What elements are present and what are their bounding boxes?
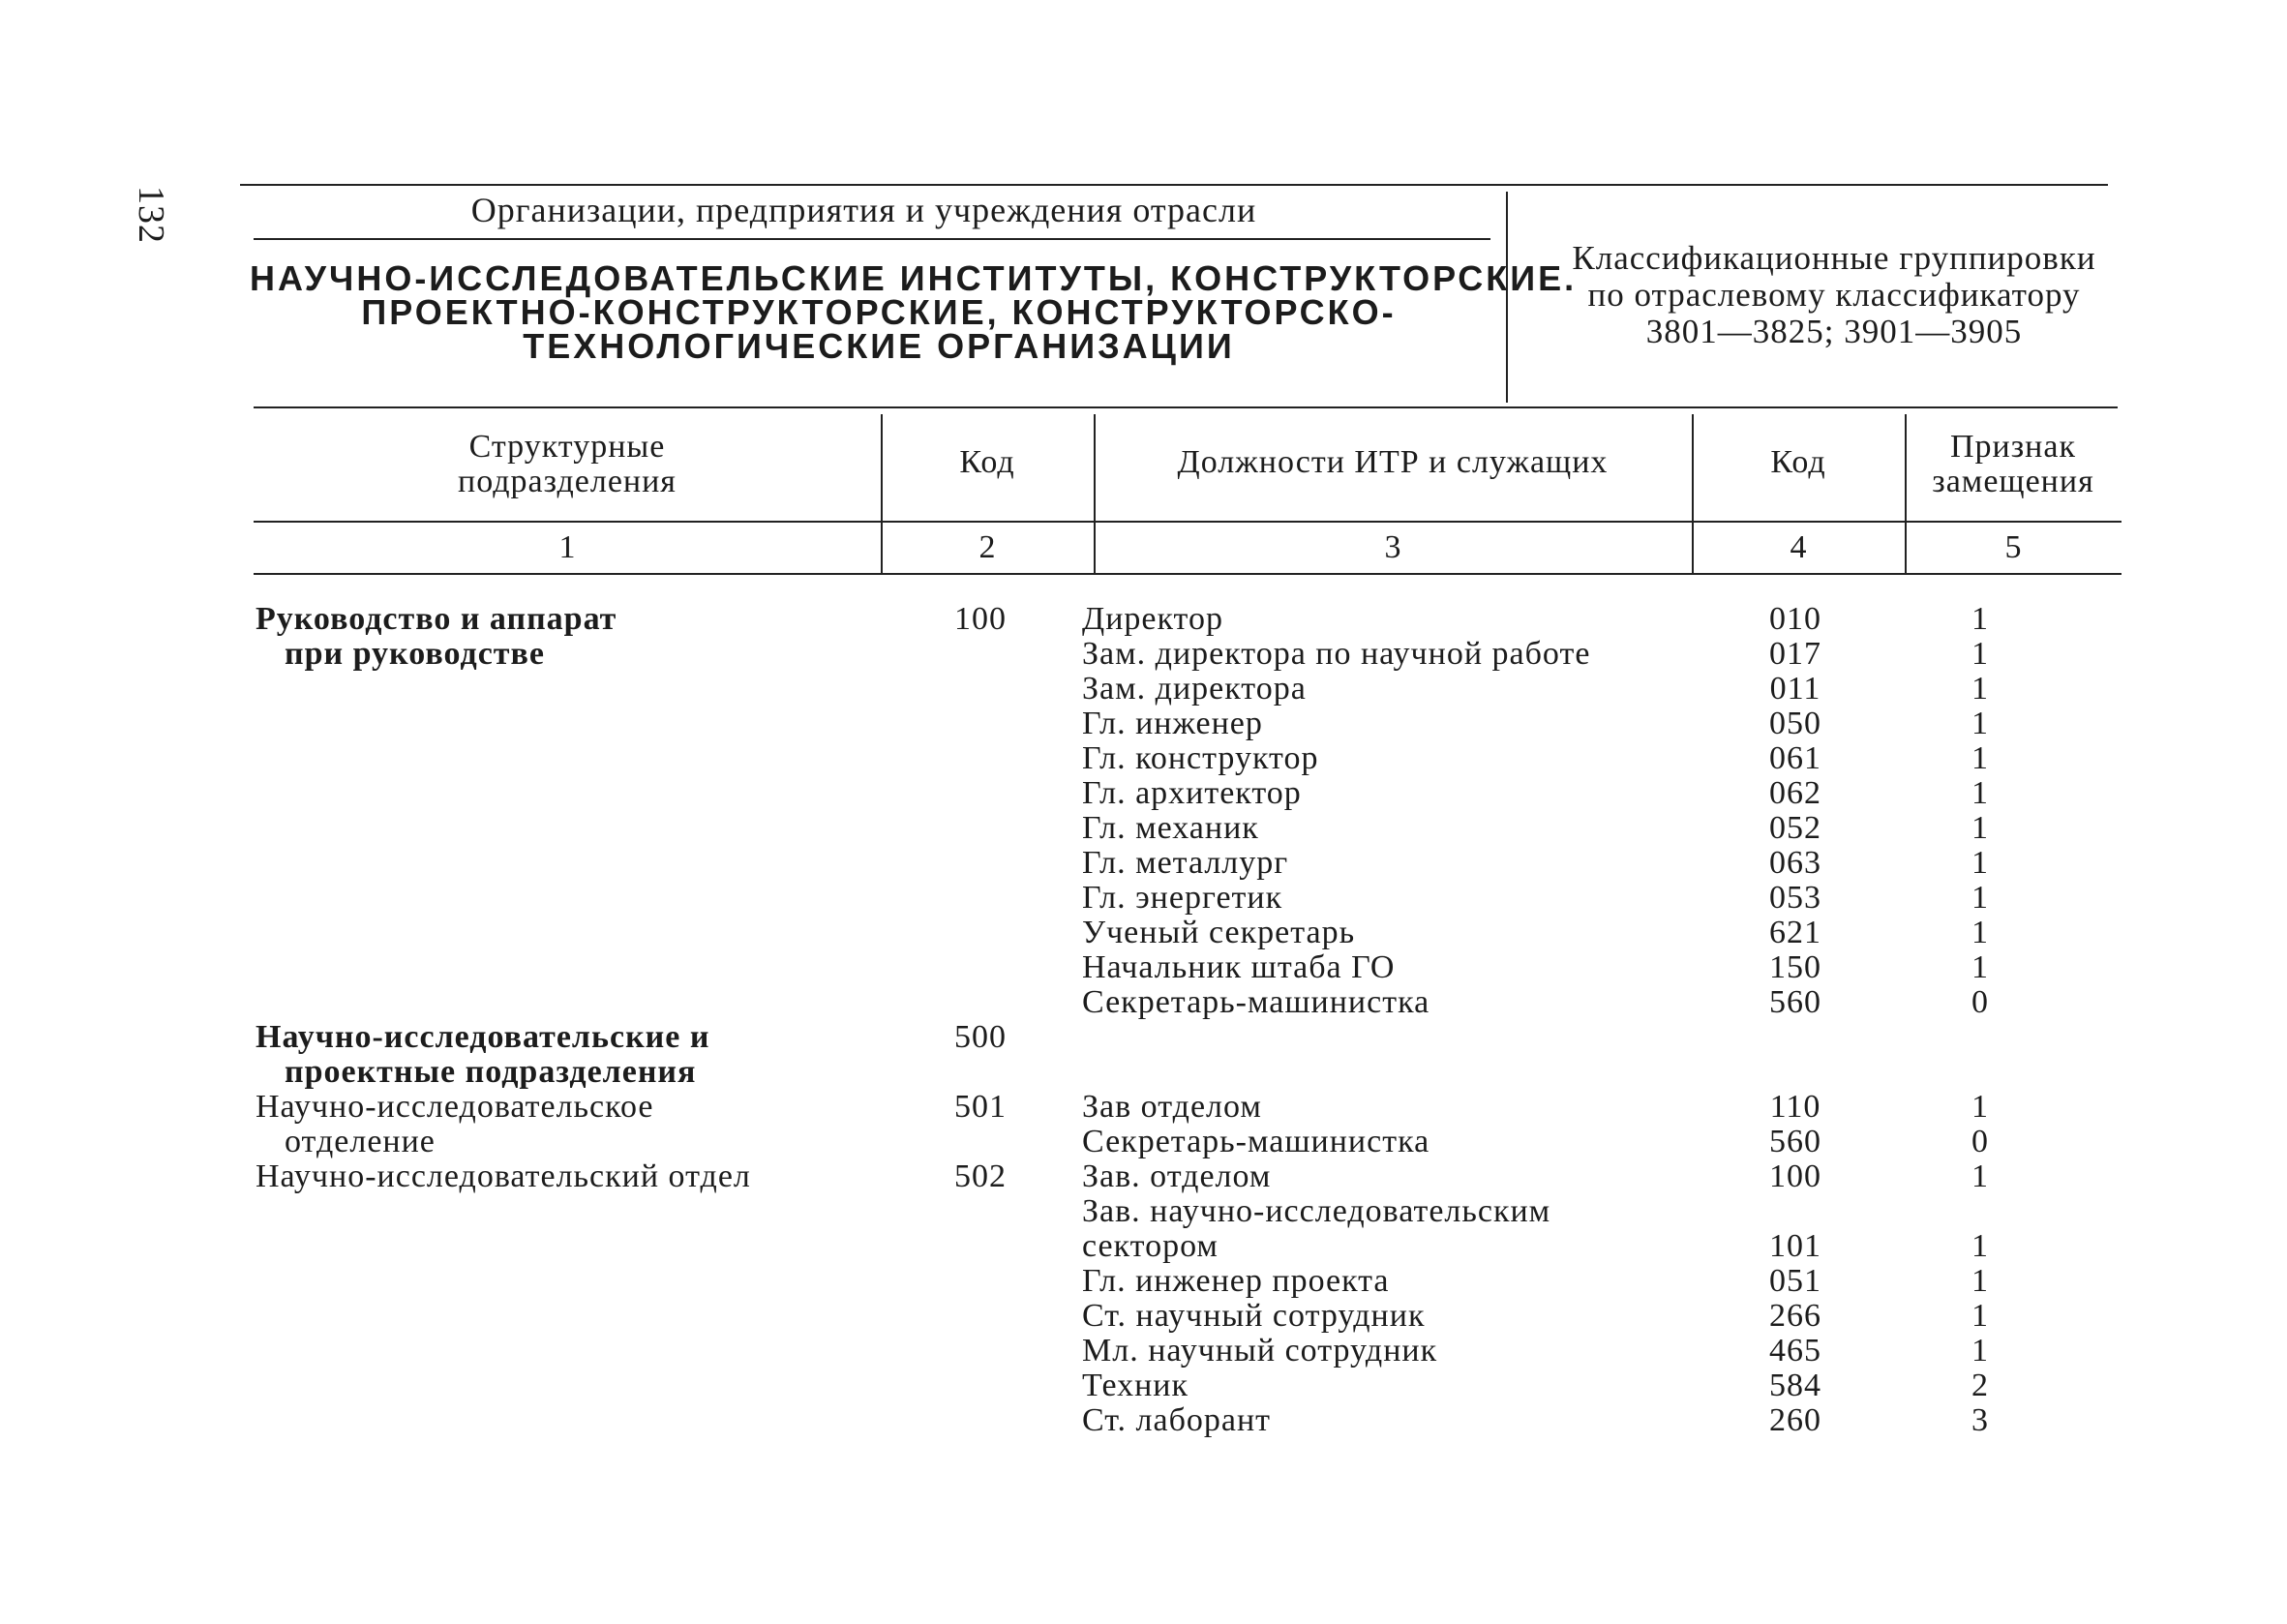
position-title: Гл. инженер xyxy=(1082,706,1263,741)
replacement-sign: 0 xyxy=(1971,984,1989,1020)
replacement-sign: 1 xyxy=(1971,601,1989,637)
position-code: 621 xyxy=(1769,915,1821,950)
replacement-sign: 1 xyxy=(1971,949,1989,985)
position-code: 560 xyxy=(1769,1124,1821,1159)
page-number: 132 xyxy=(131,186,171,244)
position-code: 062 xyxy=(1769,775,1821,811)
title-line: ПРОЕКТНО-КОНСТРУКТОРСКИЕ, КОНСТРУКТОРСКО- xyxy=(361,292,1397,332)
position-title: Гл. металлург xyxy=(1082,845,1289,881)
position-title: Зам. директора по научной работе xyxy=(1082,636,1591,672)
position-code: 061 xyxy=(1769,740,1821,776)
column-number: 5 xyxy=(2004,529,2022,565)
position-title: Секретарь-машинистка xyxy=(1082,984,1430,1020)
column-header-position-code: Код xyxy=(1770,444,1826,480)
replacement-sign: 1 xyxy=(1971,740,1989,776)
classification-line: 3801—3825; 3901—3905 xyxy=(1645,313,2023,350)
position-title: Гл. энергетик xyxy=(1082,880,1283,916)
position-title: Ученый секретарь xyxy=(1082,915,1356,950)
position-code: 465 xyxy=(1769,1333,1821,1368)
title-line: НАУЧНО-ИССЛЕДОВАТЕЛЬСКИЕ ИНСТИТУТЫ, КОНСТРУКТОРСКИЕ. xyxy=(250,258,1578,298)
column-header-departments: Структурные подразделения xyxy=(458,429,677,499)
replacement-sign: 2 xyxy=(1971,1368,1989,1403)
department-name: Руководство и аппарат при руководстве xyxy=(256,601,617,672)
position-code: 050 xyxy=(1769,706,1821,741)
position-title: Начальник штаба ГО xyxy=(1082,949,1396,985)
position-code: 110 xyxy=(1769,1089,1821,1125)
position-title: Зав отделом xyxy=(1082,1089,1262,1125)
position-code: 052 xyxy=(1769,810,1821,846)
classification-line: Классификационные группировки xyxy=(1572,239,2096,277)
department-name: Научно-исследовательские и проектные подразделения xyxy=(256,1019,710,1090)
page-title xyxy=(250,258,1578,366)
replacement-sign: 0 xyxy=(1971,1124,1989,1159)
replacement-sign: 1 xyxy=(1971,1263,1989,1299)
position-title: Гл. механик xyxy=(1082,810,1259,846)
column-number: 4 xyxy=(1790,529,1807,565)
replacement-sign: 1 xyxy=(1971,671,1989,707)
replacement-sign: 1 xyxy=(1971,706,1989,741)
position-code: 260 xyxy=(1769,1402,1821,1438)
replacement-sign: 1 xyxy=(1971,1298,1989,1334)
position-code: 101 xyxy=(1769,1228,1821,1264)
column-number: 1 xyxy=(558,529,576,565)
position-code: 051 xyxy=(1769,1263,1821,1299)
replacement-sign: 1 xyxy=(1971,810,1989,846)
position-title: Ст. научный сотрудник xyxy=(1082,1298,1426,1334)
position-title: Ст. лаборант xyxy=(1082,1402,1272,1438)
column-header-code: Код xyxy=(959,444,1015,480)
position-code: 063 xyxy=(1769,845,1821,881)
department-name: Научно-исследовательский отдел xyxy=(256,1158,751,1194)
position-title: Директор xyxy=(1082,601,1223,637)
position-code: 010 xyxy=(1769,601,1821,637)
classification-line: по отраслевому классификатору xyxy=(1587,276,2081,314)
title-line: ТЕХНОЛОГИЧЕСКИЕ ОРГАНИЗАЦИИ xyxy=(523,326,1235,366)
department-code: 100 xyxy=(954,601,1007,637)
table-header-rule xyxy=(254,521,2121,523)
position-code: 100 xyxy=(1769,1158,1821,1194)
position-title: сектором xyxy=(1082,1228,1219,1264)
position-title: Зам. директора xyxy=(1082,671,1307,707)
replacement-sign: 1 xyxy=(1971,915,1989,950)
replacement-sign: 1 xyxy=(1971,1089,1989,1125)
table-number-rule xyxy=(254,573,2121,575)
position-code: 150 xyxy=(1769,949,1821,985)
replacement-sign: 1 xyxy=(1971,775,1989,811)
position-title: Мл. научный сотрудник xyxy=(1082,1333,1438,1368)
replacement-sign: 1 xyxy=(1971,1333,1989,1368)
position-code: 584 xyxy=(1769,1368,1821,1403)
department-code: 501 xyxy=(954,1089,1007,1125)
department-code: 500 xyxy=(954,1019,1007,1055)
replacement-sign: 3 xyxy=(1971,1402,1989,1438)
classification-note xyxy=(1529,240,2139,350)
position-title: Техник xyxy=(1082,1368,1189,1403)
table-top-rule xyxy=(254,406,2118,408)
replacement-sign: 1 xyxy=(1971,880,1989,916)
replacement-sign: 1 xyxy=(1971,1228,1989,1264)
column-number: 3 xyxy=(1384,529,1401,565)
position-title: Секретарь-машинистка xyxy=(1082,1124,1430,1159)
position-title: Гл. конструктор xyxy=(1082,740,1319,776)
top-rule xyxy=(240,184,2108,186)
position-title: Гл. архитектор xyxy=(1082,775,1302,811)
position-title: Зав. научно-исследовательским xyxy=(1082,1193,1551,1229)
org-label: Организации, предприятия и учреждения отрасли xyxy=(470,191,1257,229)
position-code: 266 xyxy=(1769,1298,1821,1334)
position-code: 011 xyxy=(1769,671,1821,707)
department-code: 502 xyxy=(954,1158,1007,1194)
column-header-replacement-sign: Признак замещения xyxy=(1932,429,2094,499)
org-label-rule xyxy=(254,238,1490,240)
position-code: 560 xyxy=(1769,984,1821,1020)
replacement-sign: 1 xyxy=(1971,636,1989,672)
column-header-positions: Должности ИТР и служащих xyxy=(1177,444,1609,480)
position-code: 017 xyxy=(1769,636,1821,672)
position-title: Зав. отделом xyxy=(1082,1158,1272,1194)
column-number: 2 xyxy=(978,529,996,565)
position-code: 053 xyxy=(1769,880,1821,916)
position-title: Гл. инженер проекта xyxy=(1082,1263,1390,1299)
department-name: Научно-исследовательское отделение xyxy=(256,1089,654,1159)
replacement-sign: 1 xyxy=(1971,845,1989,881)
replacement-sign: 1 xyxy=(1971,1158,1989,1194)
